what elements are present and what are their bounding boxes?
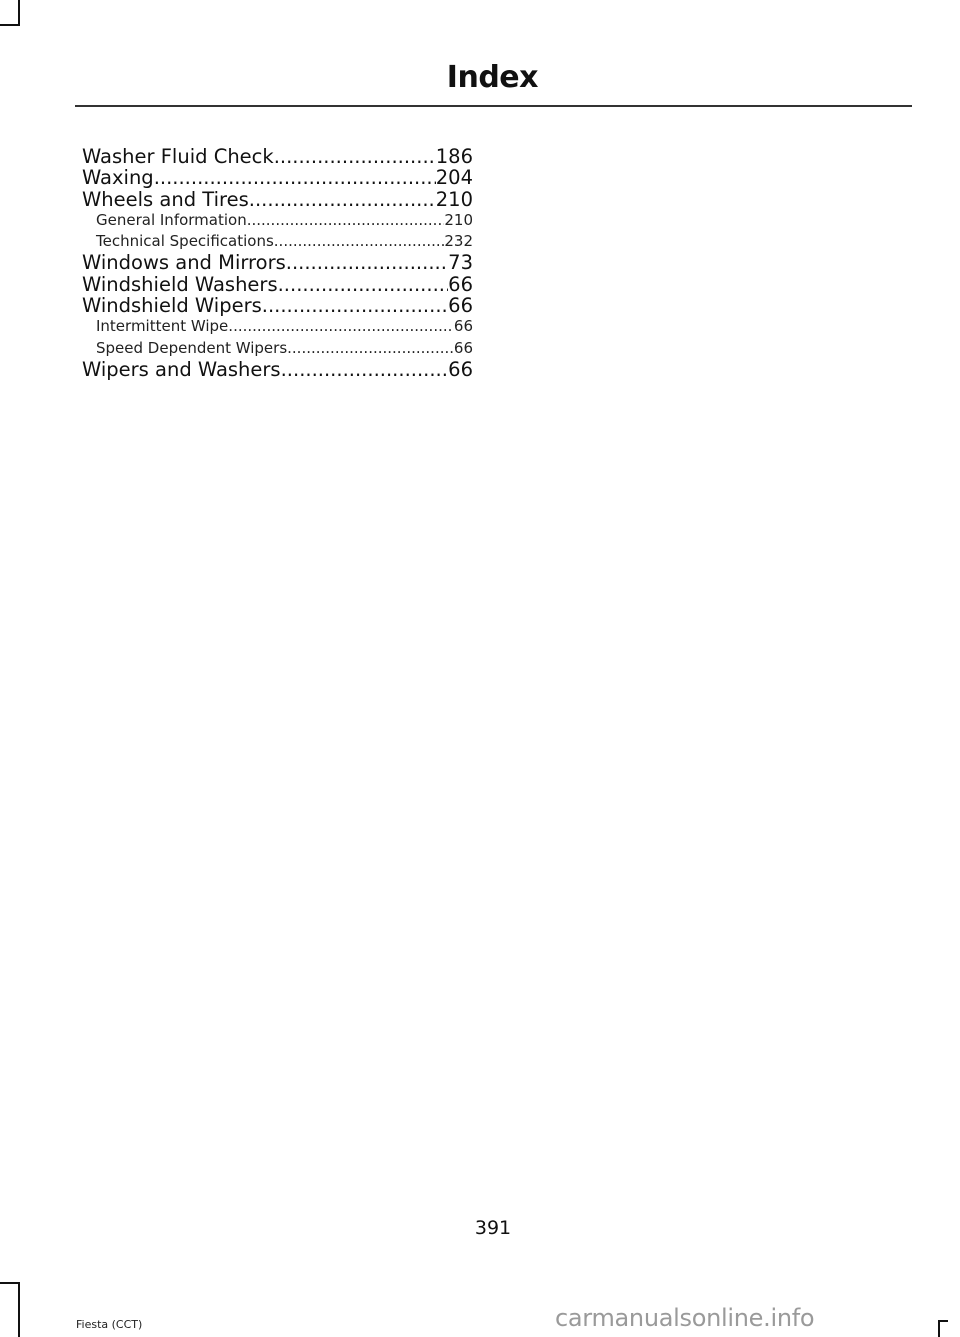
index-entry-label: Windshield Washers: [82, 273, 278, 296]
dot-leader: [249, 189, 436, 210]
page-title: Index: [446, 60, 538, 95]
index-entry-label: Washer Fluid Check: [82, 146, 274, 168]
index-entry-page: 204: [435, 167, 473, 189]
index-entry[interactable]: [82, 295, 473, 316]
index-subentry-page: 66: [453, 317, 473, 336]
dot-leader: [281, 359, 449, 380]
footer-model-label: Fiesta (CCT): [76, 1318, 143, 1331]
index-entry[interactable]: [82, 274, 473, 295]
index-entry[interactable]: [82, 189, 473, 210]
crop-mark-bottom-right-horizontal: [938, 1320, 948, 1322]
page-number: 391: [474, 1217, 512, 1239]
watermark: carmanualsonline.info: [555, 1304, 815, 1332]
index-subentry-page: 210: [444, 210, 473, 229]
index-entry[interactable]: [82, 252, 473, 273]
dot-leader: [287, 338, 454, 359]
dot-leader: [228, 316, 454, 337]
dot-leader: [154, 167, 436, 188]
crop-mark-top-left-vertical: [18, 0, 20, 26]
index-entry-label: Windshield Wipers: [82, 295, 262, 317]
crop-mark-top-left-horizontal: [0, 24, 20, 26]
index-subentry-label: Speed Dependent Wipers: [96, 338, 288, 357]
index-subentry-label: Technical Specifications: [96, 232, 274, 251]
index-subentry-page: 66: [453, 338, 473, 357]
index-entry[interactable]: [82, 146, 473, 167]
index-subentry-page: 232: [444, 232, 473, 251]
index-entry-page: 66: [448, 295, 473, 317]
index-subentry[interactable]: [82, 231, 473, 252]
dot-leader: [262, 295, 448, 316]
header-divider: [75, 105, 912, 107]
index-entry-label: Windows and Mirrors: [82, 252, 286, 274]
index-entry-page: 186: [435, 146, 473, 168]
dot-leader: [278, 274, 449, 295]
dot-leader: [247, 210, 445, 231]
index-subentry-label: General Information: [96, 210, 247, 229]
index-entry-page: 66: [448, 273, 473, 296]
dot-leader: [274, 231, 445, 252]
index-list: [82, 146, 473, 380]
dot-leader: [274, 146, 436, 167]
index-entry-page: 66: [448, 358, 473, 381]
crop-mark-bottom-left-horizontal: [0, 1282, 20, 1284]
index-entry-label: Waxing: [82, 167, 154, 189]
index-subentry[interactable]: [82, 338, 473, 359]
index-entry-page: 73: [448, 252, 473, 274]
dot-leader: [286, 252, 448, 273]
crop-mark-bottom-right-vertical: [938, 1320, 940, 1337]
index-entry-label: Wheels and Tires: [82, 188, 249, 210]
index-entry[interactable]: [82, 359, 473, 380]
index-entry-page: 210: [435, 188, 473, 210]
index-entry[interactable]: [82, 167, 473, 188]
index-entry-label: Wipers and Washers: [82, 358, 281, 381]
index-subentry-label: Intermittent Wipe: [96, 317, 229, 336]
crop-mark-bottom-left-vertical: [18, 1282, 20, 1337]
index-subentry[interactable]: [82, 210, 473, 231]
index-subentry[interactable]: [82, 316, 473, 337]
